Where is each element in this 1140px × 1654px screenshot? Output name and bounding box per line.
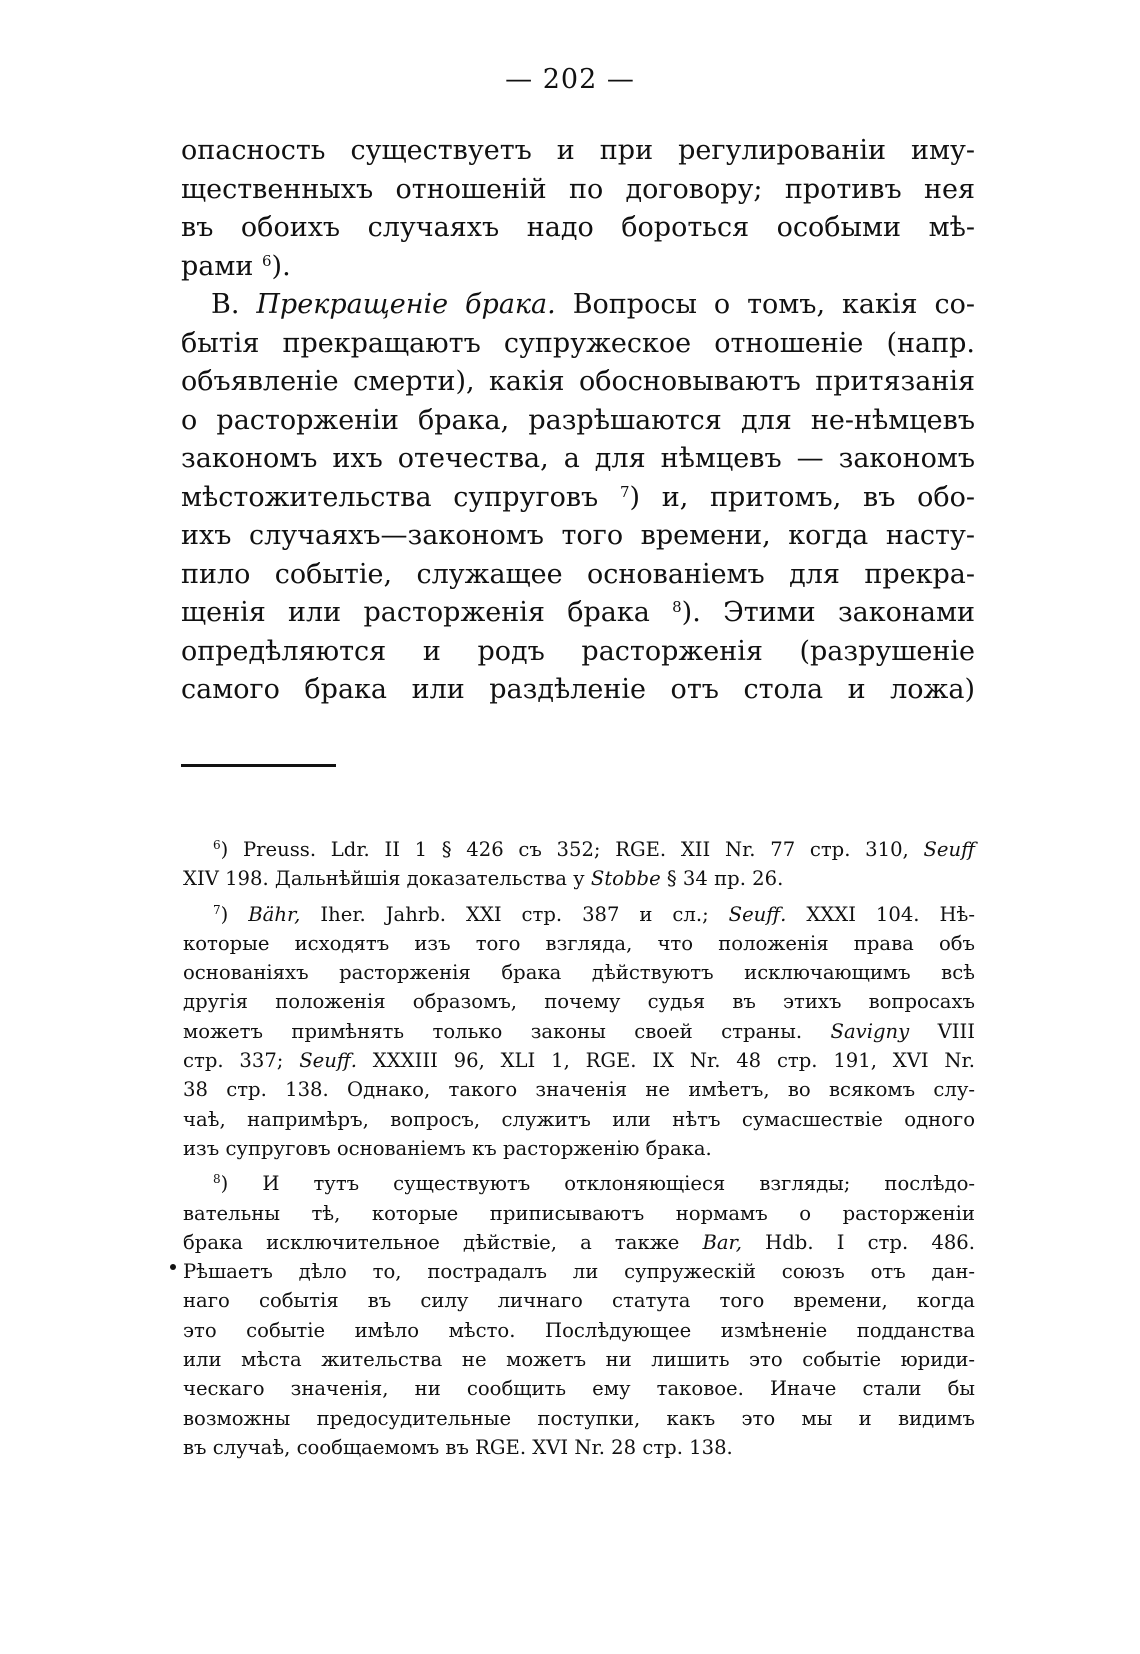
body-line — [181, 594, 975, 633]
footnote-7-line — [183, 1046, 975, 1075]
footnote-6-line — [183, 835, 975, 864]
text-span: ) и, притомъ, въ обо- — [629, 481, 975, 513]
body-line: опасность существуетъ и при регулированіи иму- — [181, 135, 975, 166]
footnote-8-line: Рѣшаетъ дѣло то, пострадалъ ли супружескій союзъ отъ дан- — [183, 1260, 975, 1284]
author-name: Stobbe — [590, 867, 661, 891]
footnote-8-line: вательны тѣ, которые приписываютъ нормамъ о расторженіи — [183, 1201, 975, 1225]
section-letter: B. — [211, 289, 240, 320]
ink-speck — [170, 1264, 176, 1270]
footnote-7-line: чаѣ, напримѣръ, вопросъ, служитъ или нѣтъ сумасшествіе одного — [183, 1107, 975, 1131]
text-span: Hdb. I стр. 486. — [765, 1230, 975, 1254]
body-line: закономъ ихъ отечества, а для нѣмцевъ — закономъ — [181, 443, 975, 474]
body-line: ихъ случаяхъ—закономъ того времени, когда насту- — [181, 520, 975, 551]
footnote-8-line — [183, 1169, 975, 1198]
text-span: XXXI 104. Нѣ- — [806, 902, 975, 926]
author-name: Seuff. — [299, 1049, 357, 1073]
body-line: опредѣляются и родъ расторженія (разрушеніе — [181, 635, 975, 667]
footnote-ref-8: 8 — [672, 598, 682, 616]
footnote-8-line: возможны предосудительные поступки, какъ это мы и видимъ — [183, 1406, 975, 1430]
footnote-7-line — [183, 1017, 975, 1046]
footnote-8-line: или мѣста жительства не можетъ ни лишить это событіе юриди- — [183, 1348, 975, 1372]
footnote-8-line: наго событія въ силу личнаго статута того времени, когда — [183, 1289, 975, 1313]
footnote-6-line — [183, 864, 975, 893]
body-line: о расторженіи брака, разрѣшаются для не-нѣмцевъ — [181, 404, 975, 436]
footnote-7-line: основаніяхъ расторженія брака дѣйствуютъ исключающимъ всѣ — [183, 961, 975, 985]
text-span: § 34 пр. 26. — [666, 867, 784, 891]
footnote-7-line: другія положенія образомъ, почему судья въ этихъ вопросахъ — [183, 990, 975, 1014]
footnote-8-line: это событіе имѣло мѣсто. Послѣдующее измѣненіе подданства — [183, 1318, 975, 1342]
footnotes — [183, 835, 975, 1462]
text-span: ). — [271, 250, 291, 282]
body-line: бытія прекращаютъ супружеское отношеніе (напр. — [181, 327, 975, 359]
footnote-ref-6: 6 — [261, 251, 272, 270]
text-span: можетъ примѣнять только законы своей страны. — [183, 1019, 803, 1043]
footnote-mark: 6 — [213, 838, 221, 852]
text-span: Iher. Jahrb. XXI стр. 387 и сл.; — [320, 902, 709, 926]
section-heading: Прекращеніе брака. — [256, 289, 556, 320]
body-line: пило событіе, служащее основаніемъ для прекра- — [181, 558, 975, 590]
footnote-7-line — [183, 900, 975, 929]
footnote-8-line — [183, 1228, 975, 1257]
text-span: мѣстожительства супруговъ — [181, 481, 599, 513]
page-number: — 202 — — [505, 64, 635, 95]
body-line: щественныхъ отношеній по договору; противъ нея — [181, 173, 975, 205]
text-span: щенія или расторженія брака — [181, 597, 650, 628]
text-span: ) Preuss. Ldr. II 1 § 426 съ 352; RGE. XII Nr. 77 стр. 310, — [220, 838, 909, 861]
main-text — [181, 132, 975, 710]
footnote-separator — [181, 764, 336, 767]
author-name: Seuff. — [728, 902, 787, 926]
body-line: самого брака или раздѣленіе отъ стола и ложа) — [181, 674, 975, 705]
body-line — [181, 479, 975, 518]
text-span: брака исключительное дѣйствіе, а также — [183, 1230, 680, 1254]
footnote-7-line: которые исходятъ изъ того взгляда, что положенія права объ — [183, 931, 975, 955]
text-span: ). Этими законами — [681, 597, 975, 628]
author-name: Seuff — [923, 838, 975, 861]
body-line: объявленіе смерти), какія обосновываютъ притязанія — [181, 366, 975, 397]
text-span: VIII — [937, 1019, 976, 1043]
body-line — [181, 248, 975, 287]
footnote-8-line: въ случаѣ, сообщаемомъ въ RGE. XVI Nr. 28 стр. 138. — [183, 1435, 733, 1459]
text-span: рами — [181, 250, 254, 282]
footnote-mark: 8 — [213, 1172, 221, 1187]
text-span: ) — [220, 902, 229, 926]
author-name: Bar, — [702, 1230, 742, 1254]
text-span: Вопросы о томъ, какія со- — [572, 289, 975, 320]
author-name: Bähr, — [248, 902, 301, 926]
text-span: ) И тутъ существуютъ отклоняющіеся взгляды; послѣдо- — [220, 1172, 975, 1196]
text-span: XIV 198. Дальнѣйшія доказательства у — [183, 867, 585, 891]
text-span: стр. 337; — [183, 1049, 284, 1073]
footnote-7-line: 38 стр. 138. Однако, такого значенія не имѣетъ, во всякомъ слу- — [183, 1078, 975, 1102]
footnote-7-line: изъ супруговъ основаніемъ къ расторженію брака. — [183, 1136, 712, 1160]
footnote-ref-7: 7 — [619, 482, 630, 501]
body-line: въ обоихъ случаяхъ надо бороться особыми мѣ- — [181, 212, 975, 243]
body-line — [181, 286, 975, 325]
footnote-8-line: ческаго значенія, ни сообщить ему таковое. Иначе стали бы — [183, 1377, 975, 1401]
footnote-mark: 7 — [213, 902, 221, 917]
text-span: XXXIII 96, XLI 1, RGE. IX Nr. 48 стр. 191, XVI Nr. — [372, 1049, 976, 1073]
author-name: Savigny — [830, 1019, 910, 1043]
